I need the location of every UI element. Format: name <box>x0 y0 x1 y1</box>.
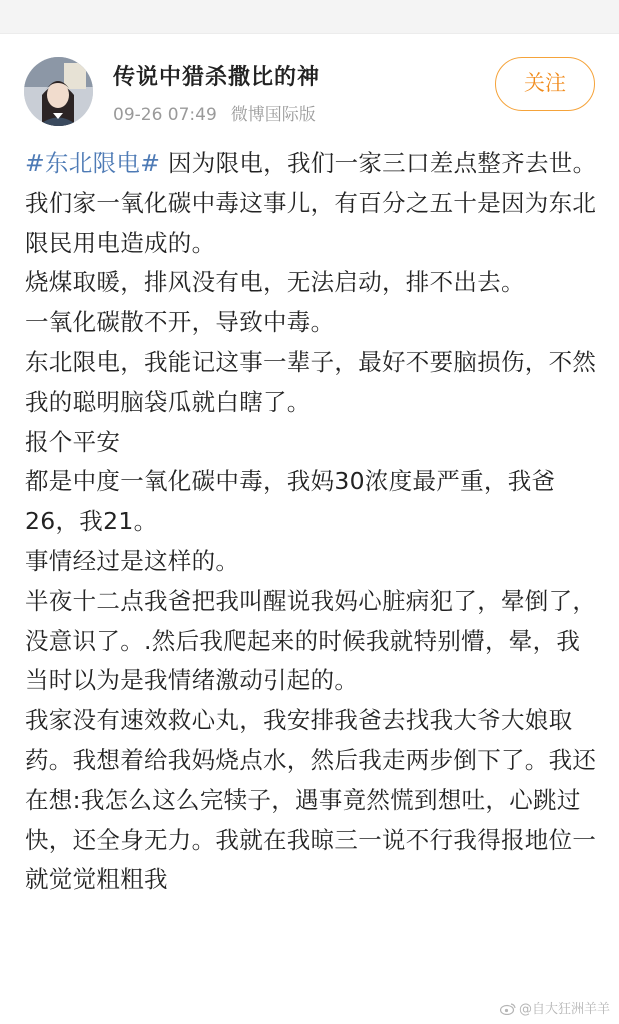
post-paragraph: 报个平安 <box>25 427 121 456</box>
post-source: 微博国际版 <box>230 105 316 125</box>
top-strip <box>0 0 619 34</box>
avatar-image <box>24 57 93 126</box>
hashtag-link[interactable]: #东北限电# <box>25 149 161 177</box>
post-paragraph: 东北限电，我能记这事一辈子，最好不要脑损伤，不然我的聪明脑袋瓜就白瞎了。 <box>25 347 597 416</box>
post-paragraph: 烧煤取暖，排风没有电，无法启动，排不出去。 <box>25 268 525 297</box>
post-paragraph: 事情经过是这样的。 <box>25 546 240 575</box>
weibo-icon <box>500 1002 516 1015</box>
post-paragraph: 一氧化碳散不开，导致中毒。 <box>25 308 335 337</box>
weibo-post-card <box>0 34 619 1024</box>
post-paragraph <box>25 144 600 263</box>
post-paragraph: 半夜十二点我爸把我叫醒说我妈心脏病犯了，晕倒了，没意识了。.然后我爬起来的时候我就特别懵，晕，我当时以为是我情绪激动引起的。 <box>25 586 597 695</box>
author-name[interactable]: 传说中猎杀撒比的神 <box>113 65 321 90</box>
post-paragraph: 我家没有速效救心丸，我安排我爸去找我大爷大娘取药。我想着给我妈烧点水，然后我走两步倒下了。我还在想:我怎么这么完犊子，遇事竟然慌到想吐，心跳过快，还全身无力。我就在我晾三一说不行我得报地位一就觉觉粗粗我 <box>25 706 597 894</box>
avatar[interactable] <box>24 57 93 126</box>
follow-button[interactable]: 关注 <box>495 57 595 111</box>
post-body <box>25 144 600 900</box>
post-paragraph: 都是中度一氧化碳中毒，我妈30浓度最严重，我爸26，我21。 <box>25 467 556 536</box>
post-meta <box>113 100 316 125</box>
watermark-text: @自大狂洲羊羊 <box>519 1002 611 1017</box>
watermark <box>500 998 610 1017</box>
post-timestamp: 09-26 07:49 <box>113 105 217 125</box>
post-text: 因为限电，我们一家三口差点整齐去世。我们家一氧化碳中毒这事儿，有百分之五十是因为东北限民用电造成的。 <box>25 149 597 257</box>
